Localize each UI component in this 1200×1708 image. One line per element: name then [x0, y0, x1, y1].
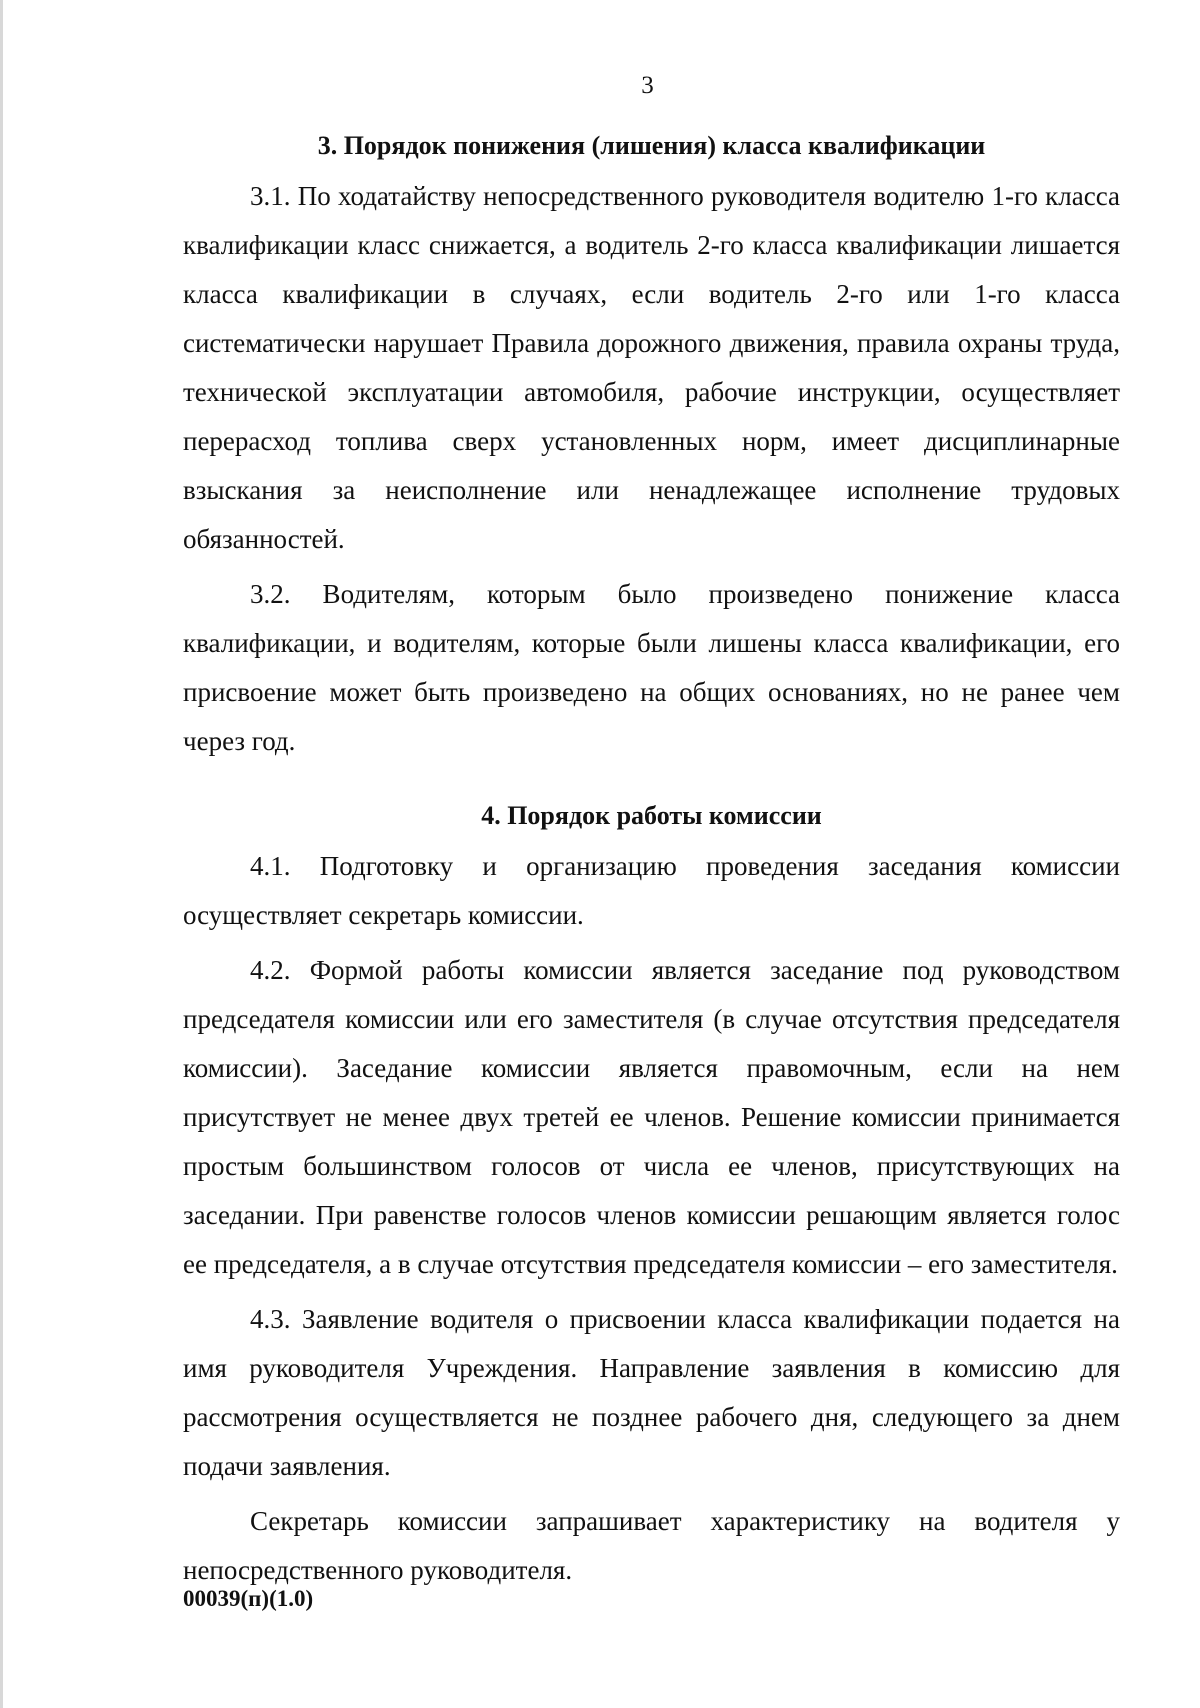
paragraph-3-2: 3.2. Водителям, которым было произведено понижение класса квалификации, и водителям, которые были лишены класса квалификации, его присвоение может быть произведено на общих основаниях, но не ранее чем через год.	[183, 579, 1120, 756]
paragraph-4-2: 4.2. Формой работы комиссии является заседание под руководством председателя комиссии или его заместителя (в случае отсутствия председателя комиссии). Заседание комиссии является правомочным, если на нем присутствует не менее двух третей ее членов. Решение комиссии принимается простым большинством голосов от числа ее членов, присутствующих на заседании. При равенстве голосов членов комиссии решающим является голос ее председателя, а в случае отсутствия председателя комиссии – его заместителя.	[183, 955, 1120, 1279]
document-code: 00039(п)(1.0)	[183, 1586, 314, 1611]
document-body	[183, 126, 1120, 1601]
paragraph-3-1: 3.1. По ходатайству непосредственного руководителя водителю 1-го класса квалификации класс снижается, а водитель 2-го класса квалификации лишается класса квалификации в случаях, если водитель 2-го или 1-го класса систематически нарушает Правила дорожного движения, правила охраны труда, технической эксплуатации автомобиля, рабочие инструкции, осуществляет перерасход топлива сверх установленных норм, имеет дисциплинарные взыскания за неисполнение или ненадлежащее исполнение трудовых обязанностей.	[183, 181, 1120, 554]
paragraph-4-1: 4.1. Подготовку и организацию проведения заседания комиссии осуществляет секретарь комиссии.	[183, 851, 1120, 930]
page-number: 3	[641, 72, 654, 99]
section-3-heading: 3. Порядок понижения (лишения) класса квалификации	[317, 131, 986, 160]
paragraph-4-3-continued: Секретарь комиссии запрашивает характеристику на водителя у непосредственного руководителя.	[183, 1506, 1120, 1585]
paragraph-4-3: 4.3. Заявление водителя о присвоении класса квалификации подается на имя руководителя Учреждения. Направление заявления в комиссию для рассмотрения осуществляется не позднее рабочего дня, следующего за днем подачи заявления.	[183, 1304, 1120, 1481]
scan-edge	[0, 0, 3, 1708]
section-4-heading: 4. Порядок работы комиссии	[481, 801, 822, 830]
